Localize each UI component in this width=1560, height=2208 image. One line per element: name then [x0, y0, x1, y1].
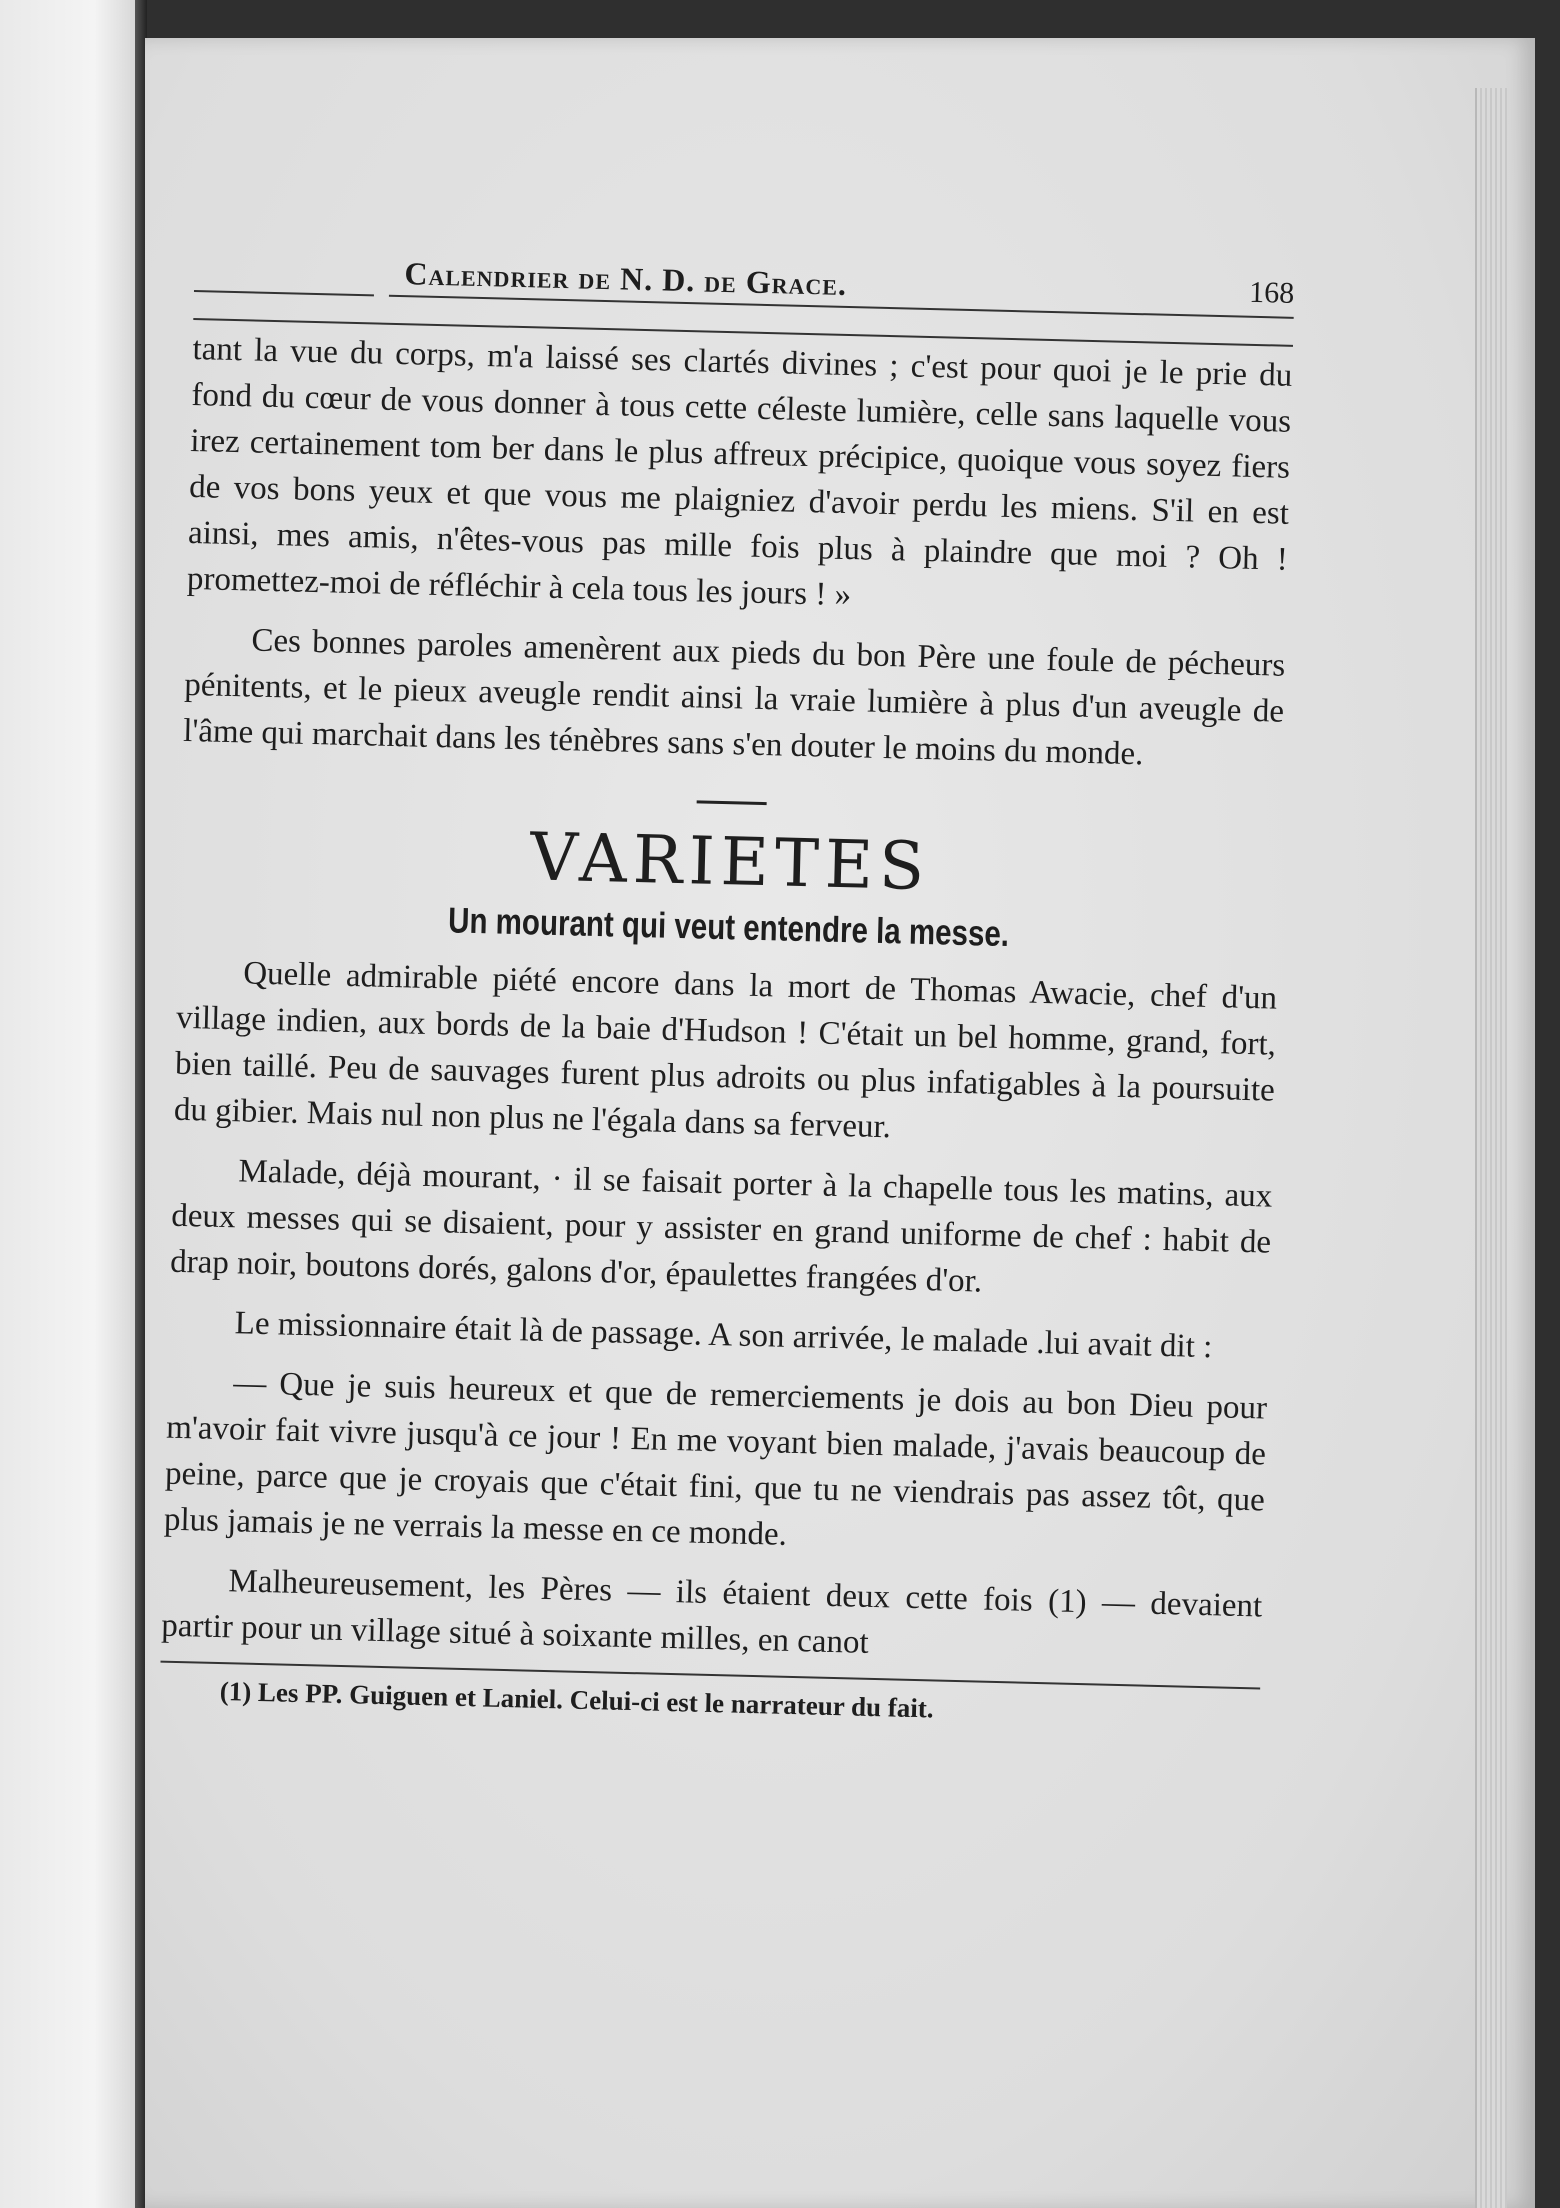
paragraph: Malade, déjà mourant, · il se faisait porter à la chapelle tous les matins, aux deux messes qui se disaient, pour y assister en grand uniforme de chef : habit de drap noir, boutons dorés, galons d'or, épaulettes frangées d'or. [169, 1153, 1273, 1300]
text-line: quoi je le prie du fond du cœur de vous donner à tous cette [191, 352, 1293, 427]
continued-paragraph [186, 326, 1292, 629]
paragraph: Malheureusement, les Pères — ils étaient deux cette fois (1) — devaient partir pour un village situé à soixante milles, en canot [160, 1563, 1263, 1661]
text-line: ber dans le plus affreux précipice, quoique vous soyez fiers [491, 430, 1291, 486]
head-rule-left [194, 290, 374, 296]
paragraph: — Que je suis heureux et que de remerciements je dois au bon Dieu pour m'avoir fait vivre jusqu'à ce jour ! En me voyant bien malade, j'avais beaucoup de peine, parce que je croyais que c'était fini, que tu ne viendrais pas assez tôt, que plus jamais je ne verrais la messe en ce monde. [163, 1365, 1268, 1553]
article-title: Un mourant qui veut entendre la messe. [447, 899, 1010, 955]
text-line: cela tous les jours ! » [571, 570, 852, 614]
left-page-edge [0, 0, 135, 2208]
section-separator [697, 800, 767, 805]
text-line: céleste lumière, celle sans laquelle vous irez certainement tom [189, 390, 1292, 467]
running-head-title: Calendrier de N. D. de Grace. [404, 255, 848, 302]
page-stack-edge [1475, 88, 1507, 2208]
text-line: plus à plaindre que moi ? Oh ! promettez-moi de réfléchir à [186, 530, 1289, 607]
paragraph: Quelle admirable piété encore dans la mort de Thomas Awacie, chef d'un village indien, aux bords de la baie d'Hudson ! C'était un bel homme, grand, fort, bien taillé. Peu de sauvages furent plus adroits ou plus infatigables à la poursuite du gibier. Mais nul non plus ne l'égala dans sa ferveur. [173, 955, 1278, 1146]
text-line: miens. S'il en est ainsi, mes amis, n'êtes-vous pas mille fois [187, 489, 1290, 567]
page-number: 168 [1248, 275, 1295, 310]
text-line: tant la vue du corps, m'a laissé ses clartés divines ; c'est pour [192, 330, 1042, 388]
page-text-block [159, 250, 1294, 1733]
footnote: (1) Les PP. Guiguen et Laniel. Celui-ci est le narrateur du fait. [219, 1676, 934, 1724]
paragraph: Ces bonnes paroles amenèrent aux pieds du bon Père une foule de pécheurs pénitents, et le pieux aveugle rendit ainsi la vraie lumière à plus d'un aveugle de l'âme qui marchait dans les ténèbres sans s'en douter le moins du monde. [182, 622, 1286, 773]
section-title: VARIETES [529, 818, 932, 906]
paragraph: Le missionnaire était là de passage. A son arrivée, le malade .lui avait dit : [234, 1305, 1213, 1366]
text-line: de vos bons yeux et que vous me plaigniez d'avoir perdu les [188, 468, 1052, 526]
